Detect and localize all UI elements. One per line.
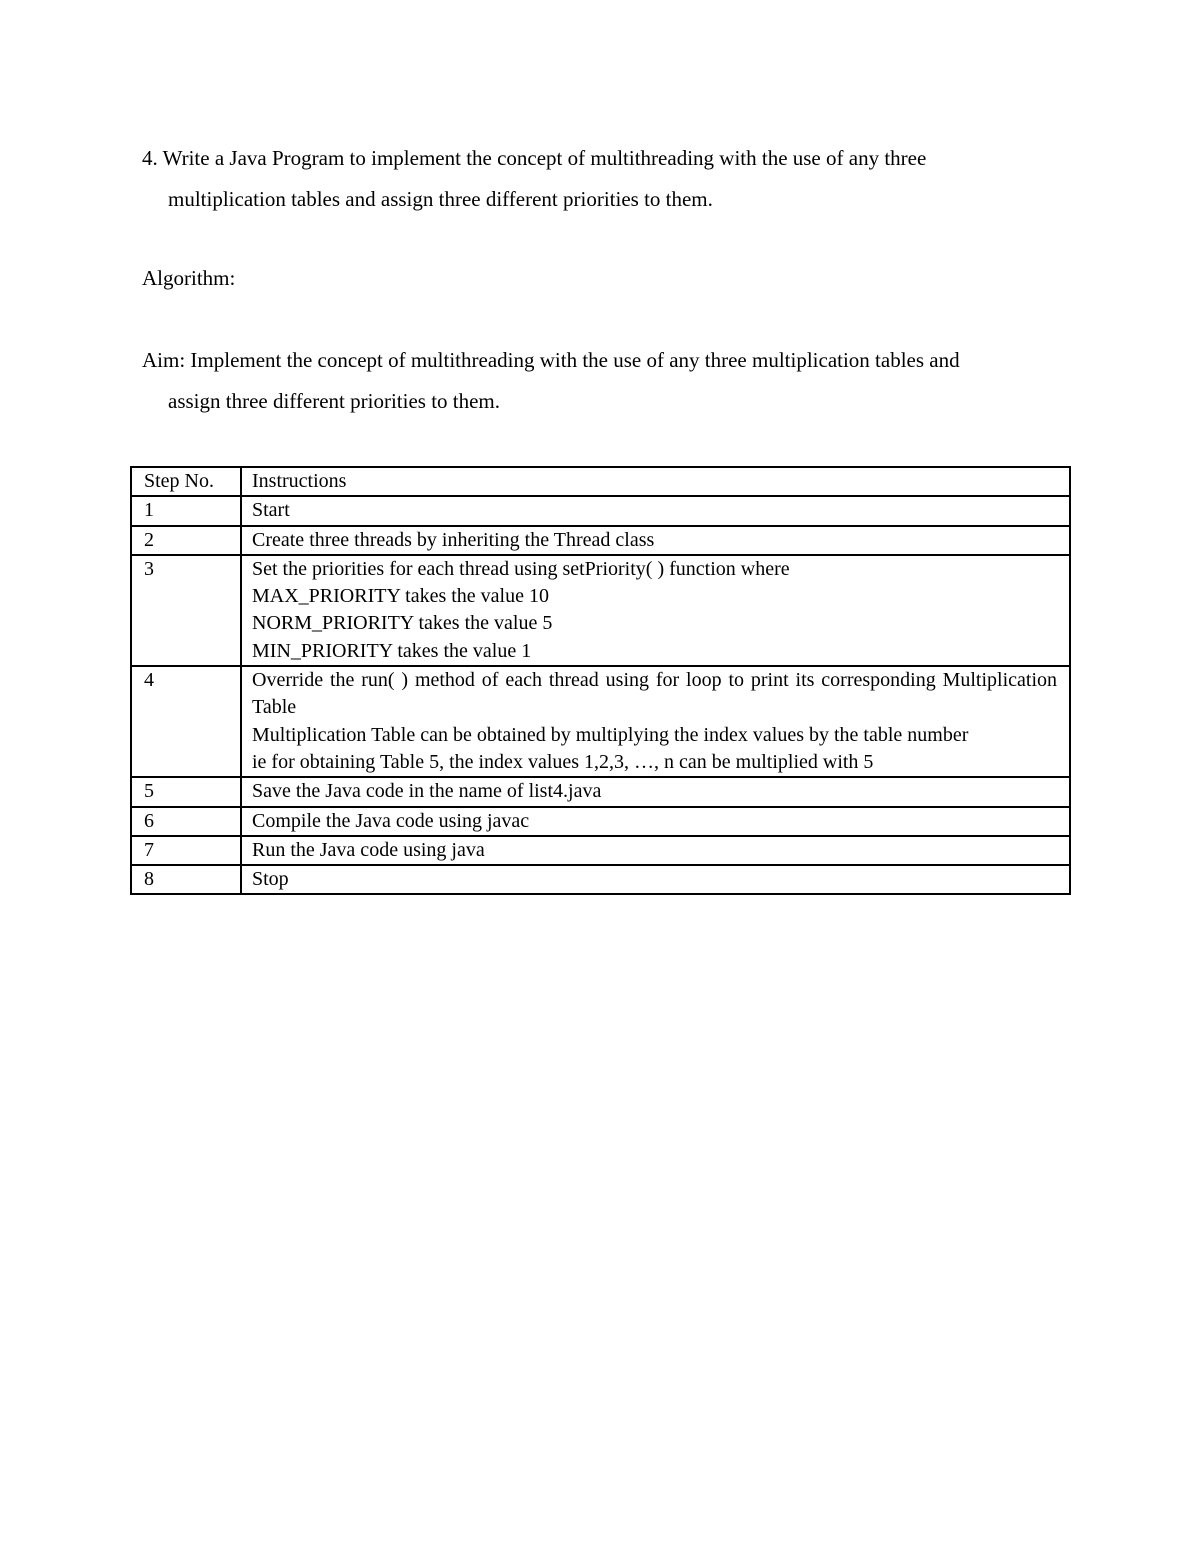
step-instruction xyxy=(241,496,1070,525)
instruction-line: MAX_PRIORITY takes the value 10 xyxy=(252,585,549,608)
step-number: 4 xyxy=(131,666,241,777)
instruction-line: MIN_PRIORITY takes the value 1 xyxy=(252,639,532,662)
instruction-line: Compile the Java code using javac xyxy=(252,809,530,832)
instruction-line: Start xyxy=(252,499,290,522)
header-instructions: Instructions xyxy=(241,467,1070,496)
step-number: 8 xyxy=(131,865,241,894)
algorithm-heading: Algorithm: xyxy=(142,266,236,290)
table-row xyxy=(131,836,1070,865)
header-step-no: Step No. xyxy=(131,467,241,496)
aim-text xyxy=(142,340,1072,422)
step-instruction xyxy=(241,666,1070,777)
instruction-line: Save the Java code in the name of list4.java xyxy=(252,780,602,803)
step-number: 7 xyxy=(131,836,241,865)
table-row xyxy=(131,666,1070,777)
step-number: 5 xyxy=(131,777,241,806)
instruction-line: Run the Java code using java xyxy=(252,838,485,861)
table-header-row xyxy=(131,467,1070,496)
step-instruction xyxy=(241,865,1070,894)
instruction-line: ie for obtaining Table 5, the index values 1,2,3, …, n can be multiplied with 5 xyxy=(252,750,874,773)
table-row xyxy=(131,865,1070,894)
instruction-line: Override the run( ) method of each thread using for loop to print its corresponding Multiplication Table xyxy=(252,669,1057,719)
step-number: 1 xyxy=(131,496,241,525)
table-row xyxy=(131,496,1070,525)
step-number: 6 xyxy=(131,807,241,836)
instruction-line: Set the priorities for each thread using setPriority( ) function where xyxy=(252,557,790,580)
table-row xyxy=(131,777,1070,806)
table-row xyxy=(131,807,1070,836)
instruction-line: Create three threads by inheriting the Thread class xyxy=(252,528,655,551)
algorithm-table xyxy=(130,466,1071,895)
instruction-line: NORM_PRIORITY takes the value 5 xyxy=(252,612,553,635)
step-instruction xyxy=(241,836,1070,865)
aim-line-1: Aim: Implement the concept of multithreading with the use of any three multiplication tables and xyxy=(142,348,960,372)
step-instruction xyxy=(241,777,1070,806)
instruction-line: Stop xyxy=(252,868,289,891)
table-row xyxy=(131,555,1070,666)
question-line-2: multiplication tables and assign three different priorities to them. xyxy=(168,187,713,211)
step-number: 3 xyxy=(131,555,241,666)
question-line-1: 4. Write a Java Program to implement the concept of multithreading with the use of any three xyxy=(142,146,927,170)
table-row xyxy=(131,526,1070,555)
instruction-line: Multiplication Table can be obtained by multiplying the index values by the table number xyxy=(252,723,969,746)
question-text xyxy=(142,138,1072,220)
step-instruction xyxy=(241,807,1070,836)
step-number: 2 xyxy=(131,526,241,555)
step-instruction xyxy=(241,526,1070,555)
step-instruction xyxy=(241,555,1070,666)
aim-line-2: assign three different priorities to them. xyxy=(168,389,501,413)
